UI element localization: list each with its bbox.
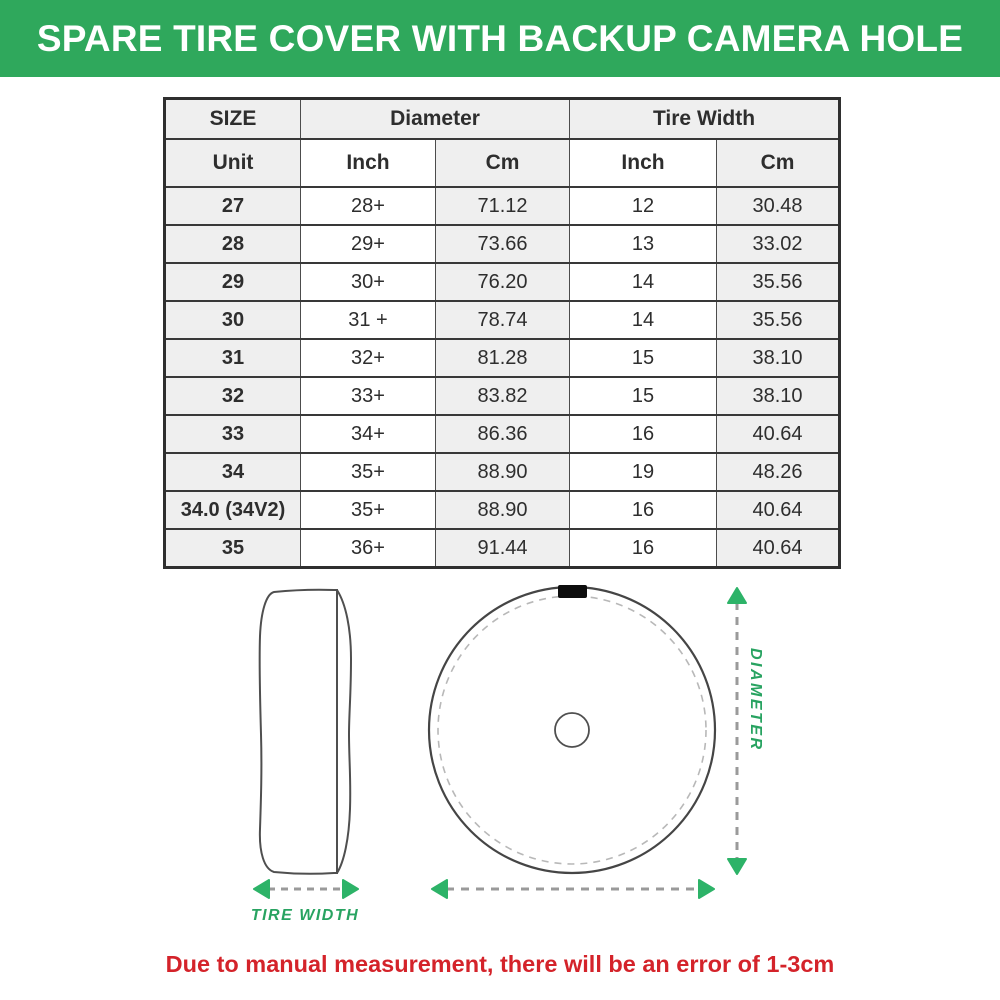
- cell-diameter-cm: 86.36: [436, 415, 570, 453]
- cell-width-inch: 16: [570, 529, 717, 568]
- cell-width-cm: 40.64: [717, 415, 840, 453]
- cell-diameter-inch: 33+: [301, 377, 436, 415]
- col-header-width-inch: Inch: [570, 139, 717, 187]
- col-header-width-cm: Cm: [717, 139, 840, 187]
- cell-diameter-cm: 88.90: [436, 453, 570, 491]
- diameter-horizontal-arrow-icon: [430, 878, 716, 900]
- table-row: [165, 301, 840, 339]
- cell-size: 33: [165, 415, 301, 453]
- col-header-size: SIZE: [165, 99, 301, 140]
- cell-diameter-cm: 73.66: [436, 225, 570, 263]
- tire-width-label: TIRE WIDTH: [250, 907, 360, 924]
- col-header-diameter: Diameter: [301, 99, 570, 140]
- col-header-diameter-inch: Inch: [301, 139, 436, 187]
- cell-width-cm: 40.64: [717, 491, 840, 529]
- table-header-row-1: [165, 99, 840, 140]
- cell-width-inch: 15: [570, 377, 717, 415]
- cell-diameter-cm: 78.74: [436, 301, 570, 339]
- table-row: [165, 415, 840, 453]
- cell-width-cm: 35.56: [717, 301, 840, 339]
- cell-diameter-cm: 71.12: [436, 187, 570, 225]
- cell-size: 35: [165, 529, 301, 568]
- cell-size: 27: [165, 187, 301, 225]
- tire-side-view: [248, 584, 358, 880]
- cell-diameter-cm: 81.28: [436, 339, 570, 377]
- col-header-diameter-cm: Cm: [436, 139, 570, 187]
- cell-diameter-cm: 88.90: [436, 491, 570, 529]
- cell-width-inch: 12: [570, 187, 717, 225]
- title-banner: [0, 0, 1000, 77]
- cell-width-cm: 38.10: [717, 377, 840, 415]
- cell-diameter-inch: 36+: [301, 529, 436, 568]
- table-row: [165, 529, 840, 568]
- cell-width-cm: 40.64: [717, 529, 840, 568]
- cell-width-inch: 14: [570, 263, 717, 301]
- camera-notch: [558, 585, 587, 598]
- diameter-label: DIAMETER: [747, 648, 764, 752]
- cell-width-cm: 33.02: [717, 225, 840, 263]
- cell-width-cm: 38.10: [717, 339, 840, 377]
- cell-size: 31: [165, 339, 301, 377]
- cell-width-cm: 30.48: [717, 187, 840, 225]
- cell-diameter-inch: 34+: [301, 415, 436, 453]
- tire-width-arrow-icon: [252, 878, 360, 900]
- cell-width-inch: 16: [570, 415, 717, 453]
- table-row: [165, 377, 840, 415]
- cell-size: 30: [165, 301, 301, 339]
- cell-diameter-inch: 32+: [301, 339, 436, 377]
- backup-camera-hole: [555, 713, 589, 747]
- cell-diameter-cm: 91.44: [436, 529, 570, 568]
- cell-diameter-inch: 31 +: [301, 301, 436, 339]
- col-header-unit: Unit: [165, 139, 301, 187]
- cell-width-cm: 48.26: [717, 453, 840, 491]
- cell-diameter-inch: 35+: [301, 453, 436, 491]
- table-row: [165, 263, 840, 301]
- cell-width-inch: 15: [570, 339, 717, 377]
- measurement-error-note: Due to manual measurement, there will be an error of 1-3cm: [165, 951, 835, 977]
- cell-diameter-cm: 83.82: [436, 377, 570, 415]
- cell-diameter-inch: 30+: [301, 263, 436, 301]
- size-table-container: [163, 97, 838, 569]
- diameter-vertical-arrow-icon: [726, 586, 748, 876]
- cell-width-cm: 35.56: [717, 263, 840, 301]
- table-header-row-2: [165, 139, 840, 187]
- cell-width-inch: 13: [570, 225, 717, 263]
- cell-diameter-inch: 35+: [301, 491, 436, 529]
- cell-size: 34: [165, 453, 301, 491]
- cell-width-inch: 16: [570, 491, 717, 529]
- cell-diameter-inch: 28+: [301, 187, 436, 225]
- cell-diameter-inch: 29+: [301, 225, 436, 263]
- table-row: [165, 453, 840, 491]
- page-title: SPARE TIRE COVER WITH BACKUP CAMERA HOLE: [36, 17, 964, 59]
- cell-width-inch: 19: [570, 453, 717, 491]
- table-row: [165, 491, 840, 529]
- tire-front-view: [424, 582, 720, 878]
- size-table: [163, 97, 841, 569]
- col-header-tire-width: Tire Width: [570, 99, 840, 140]
- table-row: [165, 339, 840, 377]
- cell-width-inch: 14: [570, 301, 717, 339]
- cell-size: 32: [165, 377, 301, 415]
- table-row: [165, 225, 840, 263]
- cell-size: 29: [165, 263, 301, 301]
- table-row: [165, 187, 840, 225]
- cell-size: 34.0 (34V2): [165, 491, 301, 529]
- cell-diameter-cm: 76.20: [436, 263, 570, 301]
- cell-size: 28: [165, 225, 301, 263]
